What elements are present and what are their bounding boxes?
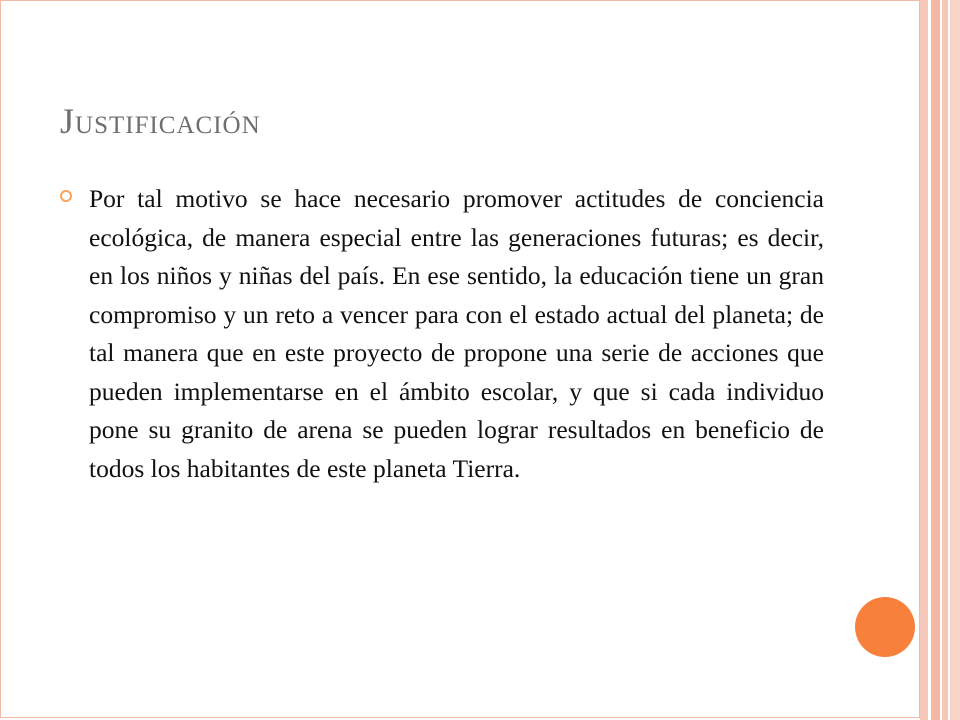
decorative-stripe — [920, 0, 928, 720]
slide-title: Justificación — [60, 101, 261, 141]
bullet-icon — [60, 190, 72, 202]
decorative-stripe — [950, 0, 960, 720]
slide-body-text: Por tal motivo se hace necesario promover actitudes de conciencia ecológica, de manera especial entre las generaciones futuras; es decir, en los niños y niñas del país. En ese sentido, la educación tiene un gran compromiso y un reto a vencer para con el estado actual del planeta; de tal manera que en este proyecto de propone una serie de acciones que pueden implementarse en el ámbito escolar, y que si cada individuo pone su granito de arena se pueden lograr resultados en beneficio de todos los habitantes de este planeta Tierra. — [89, 184, 824, 483]
decorative-stripe — [931, 0, 940, 720]
decorative-circle — [855, 597, 915, 657]
